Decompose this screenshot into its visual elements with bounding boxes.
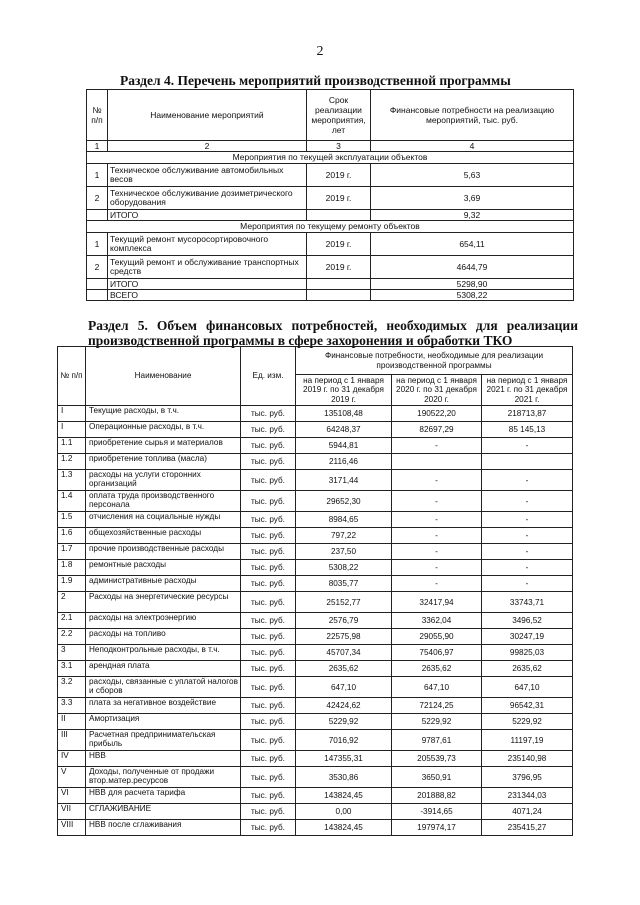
row-value-2020 xyxy=(392,454,482,470)
row-name: Расчетная предпринимательская прибыль xyxy=(86,730,241,751)
row-value-2021: - xyxy=(482,528,573,544)
row-value-2020: -3914,65 xyxy=(392,804,482,820)
section4-title: Раздел 4. Перечень мероприятий производственной программы xyxy=(120,73,511,88)
row-value-2021: 5229,92 xyxy=(482,714,573,730)
grand-total-row xyxy=(87,290,574,301)
table-row xyxy=(87,164,574,187)
row-value-2021: 30247,19 xyxy=(482,629,573,645)
row-num: 2.1 xyxy=(58,613,86,629)
header-unit: Ед. изм. xyxy=(241,347,296,406)
row-value-2020: - xyxy=(392,560,482,576)
row-num: 1.4 xyxy=(58,491,86,512)
row-name: Неподконтрольные расходы, в т.ч. xyxy=(86,645,241,661)
row-value-2021 xyxy=(482,454,573,470)
row-num: 3.2 xyxy=(58,677,86,698)
total-value: 5298,90 xyxy=(371,279,574,290)
row-value-2019: 147355,31 xyxy=(296,751,392,767)
table-row xyxy=(58,576,573,592)
table-row xyxy=(58,454,573,470)
section5-table-body xyxy=(58,406,573,836)
row-value-2021: - xyxy=(482,512,573,528)
table-row xyxy=(58,613,573,629)
row-num: 1.1 xyxy=(58,438,86,454)
row-value-2019: 237,50 xyxy=(296,544,392,560)
row-unit: тыс. руб. xyxy=(241,438,296,454)
table-row xyxy=(58,422,573,438)
table-row xyxy=(58,730,573,751)
row-name: расходы, связанные с уплатой налогов и сборов xyxy=(86,677,241,698)
page-number: 2 xyxy=(316,44,324,59)
row-num: I xyxy=(58,422,86,438)
row-name: плата за негативное воздействие xyxy=(86,698,241,714)
row-value-2021: 231344,03 xyxy=(482,788,573,804)
row-num: IV xyxy=(58,751,86,767)
table-row xyxy=(58,645,573,661)
row-term: 2019 г. xyxy=(307,164,371,187)
row-value-2021: 96542,31 xyxy=(482,698,573,714)
row-num: VIII xyxy=(58,820,86,836)
row-value-2019: 143824,45 xyxy=(296,788,392,804)
grand-total-value: 5308,22 xyxy=(371,290,574,301)
row-value-2019: 5229,92 xyxy=(296,714,392,730)
row-term: 2019 г. xyxy=(307,187,371,210)
row-value-2020: 2635,62 xyxy=(392,661,482,677)
row-value-2021: 85 145,13 xyxy=(482,422,573,438)
row-value-2019: 2576,79 xyxy=(296,613,392,629)
row-num: 3 xyxy=(58,645,86,661)
row-name: Амортизация xyxy=(86,714,241,730)
row-name: административные расходы xyxy=(86,576,241,592)
row-value-2020: - xyxy=(392,491,482,512)
header-period-2020: на период с 1 января 2020 г. по 31 декабря 2020 г. xyxy=(392,375,482,406)
row-value-2021: 218713,87 xyxy=(482,406,573,422)
row-value-2019: 2635,62 xyxy=(296,661,392,677)
row-value-2020: 190522,20 xyxy=(392,406,482,422)
row-unit: тыс. руб. xyxy=(241,544,296,560)
row-unit: тыс. руб. xyxy=(241,698,296,714)
row-num: III xyxy=(58,730,86,751)
row-unit: тыс. руб. xyxy=(241,714,296,730)
row-value-2020: 3362,04 xyxy=(392,613,482,629)
row-unit: тыс. руб. xyxy=(241,491,296,512)
row-name: НВВ для расчета тарифа xyxy=(86,788,241,804)
table-row xyxy=(58,820,573,836)
group-title: Мероприятия по текущей эксплуатации объектов xyxy=(87,152,574,164)
table-row xyxy=(58,629,573,645)
row-value-2020: 197974,17 xyxy=(392,820,482,836)
header-number-2: 2 xyxy=(108,141,307,152)
row-name: Текущие расходы, в т.ч. xyxy=(86,406,241,422)
row-value-2020: 5229,92 xyxy=(392,714,482,730)
row-value-2021: - xyxy=(482,576,573,592)
row-unit: тыс. руб. xyxy=(241,751,296,767)
row-value-2019: 7016,92 xyxy=(296,730,392,751)
header-finance: Финансовые потребности на реализацию мероприятий, тыс. руб. xyxy=(371,90,574,141)
table-row xyxy=(58,788,573,804)
row-name: арендная плата xyxy=(86,661,241,677)
table-row xyxy=(58,767,573,788)
table-row xyxy=(58,544,573,560)
row-num: 2 xyxy=(58,592,86,613)
row-value-2019: 45707,34 xyxy=(296,645,392,661)
row-name: Текущий ремонт мусоросортировочного комплекса xyxy=(108,233,307,256)
table-row xyxy=(58,592,573,613)
table-row xyxy=(58,751,573,767)
row-value-2019: 29652,30 xyxy=(296,491,392,512)
row-name: НВВ xyxy=(86,751,241,767)
header-name: Наименование xyxy=(86,347,241,406)
header-number-4: 4 xyxy=(371,141,574,152)
row-unit: тыс. руб. xyxy=(241,592,296,613)
table-row xyxy=(87,187,574,210)
row-num: V xyxy=(58,767,86,788)
row-unit: тыс. руб. xyxy=(241,576,296,592)
row-term: 2019 г. xyxy=(307,233,371,256)
table-row xyxy=(87,256,574,279)
total-value: 9,32 xyxy=(371,210,574,221)
row-value-2019: 8035,77 xyxy=(296,576,392,592)
section5-table xyxy=(57,346,573,836)
table-row xyxy=(58,714,573,730)
row-value-2019: 3171,44 xyxy=(296,470,392,491)
row-term: 2019 г. xyxy=(307,256,371,279)
row-unit: тыс. руб. xyxy=(241,406,296,422)
total-row xyxy=(87,210,574,221)
row-num: 1.3 xyxy=(58,470,86,491)
row-name: общехозяйственные расходы xyxy=(86,528,241,544)
row-value-2019: 8984,65 xyxy=(296,512,392,528)
total-row xyxy=(87,279,574,290)
row-value-2020: 32417,94 xyxy=(392,592,482,613)
row-num: 3.3 xyxy=(58,698,86,714)
row-value: 5,63 xyxy=(371,164,574,187)
row-value: 4644,79 xyxy=(371,256,574,279)
header-num: № п/п xyxy=(58,347,86,406)
row-unit: тыс. руб. xyxy=(241,560,296,576)
header-period-2019: на период с 1 января 2019 г. по 31 декабря 2019 г. xyxy=(296,375,392,406)
row-num: VII xyxy=(58,804,86,820)
total-label: ИТОГО xyxy=(108,279,307,290)
row-unit: тыс. руб. xyxy=(241,820,296,836)
row-value-2021: 4071,24 xyxy=(482,804,573,820)
row-num: 1.6 xyxy=(58,528,86,544)
row-name: Доходы, полученные от продажи втор.матер.ресурсов xyxy=(86,767,241,788)
row-value-2019: 2116,46 xyxy=(296,454,392,470)
row-unit: тыс. руб. xyxy=(241,613,296,629)
row-value: 654,11 xyxy=(371,233,574,256)
row-value-2020: 29055,90 xyxy=(392,629,482,645)
header-name: Наименование мероприятий xyxy=(108,90,307,141)
row-value-2021: 11197,19 xyxy=(482,730,573,751)
row-value-2020: - xyxy=(392,528,482,544)
row-value-2019: 22575,98 xyxy=(296,629,392,645)
header-number-3: 3 xyxy=(307,141,371,152)
header-period-2021: на период с 1 января 2021 г. по 31 декабря 2021 г. xyxy=(482,375,573,406)
table-row xyxy=(58,438,573,454)
row-unit: тыс. руб. xyxy=(241,528,296,544)
row-value: 3,69 xyxy=(371,187,574,210)
row-unit: тыс. руб. xyxy=(241,730,296,751)
row-value-2021: 3496,52 xyxy=(482,613,573,629)
row-name: Расходы на энергетические ресурсы xyxy=(86,592,241,613)
row-unit: тыс. руб. xyxy=(241,629,296,645)
table-row xyxy=(58,406,573,422)
row-unit: тыс. руб. xyxy=(241,512,296,528)
row-name: расходы на услуги сторонних организаций xyxy=(86,470,241,491)
group-title: Мероприятия по текущему ремонту объектов xyxy=(87,221,574,233)
table-row xyxy=(58,661,573,677)
row-value-2019: 64248,37 xyxy=(296,422,392,438)
row-value-2020: - xyxy=(392,438,482,454)
header-finance: Финансовые потребности, необходимые для реализации производственной программы xyxy=(296,347,573,375)
row-value-2019: 5944,81 xyxy=(296,438,392,454)
row-name: ремонтные расходы xyxy=(86,560,241,576)
row-unit: тыс. руб. xyxy=(241,470,296,491)
row-value-2020: 3650,91 xyxy=(392,767,482,788)
row-value-2021: - xyxy=(482,544,573,560)
row-num: VI xyxy=(58,788,86,804)
row-value-2021: - xyxy=(482,491,573,512)
grand-total-label: ВСЕГО xyxy=(108,290,307,301)
row-unit: тыс. руб. xyxy=(241,788,296,804)
row-name: Техническое обслуживание дозиметрического оборудования xyxy=(108,187,307,210)
row-num: 2 xyxy=(87,256,108,279)
row-value-2019: 3530,86 xyxy=(296,767,392,788)
row-value-2020: 72124,25 xyxy=(392,698,482,714)
row-value-2019: 143824,45 xyxy=(296,820,392,836)
row-value-2021: 2635,62 xyxy=(482,661,573,677)
row-num: 1 xyxy=(87,233,108,256)
row-value-2019: 42424,62 xyxy=(296,698,392,714)
row-unit: тыс. руб. xyxy=(241,804,296,820)
row-value-2021: - xyxy=(482,438,573,454)
section5-title: Раздел 5. Объем финансовых потребностей, необходимых для реализации производственной программы в сфере захоронения и обработки ТКО xyxy=(88,318,578,348)
row-unit: тыс. руб. xyxy=(241,454,296,470)
row-name: приобретение топлива (масла) xyxy=(86,454,241,470)
row-value-2019: 135108,48 xyxy=(296,406,392,422)
header-term: Срок реализации мероприятия, лет xyxy=(307,90,371,141)
header-num: № п/п xyxy=(87,90,108,141)
row-value-2021: 33743,71 xyxy=(482,592,573,613)
row-num: 1.2 xyxy=(58,454,86,470)
row-num: I xyxy=(58,406,86,422)
row-value-2020: - xyxy=(392,512,482,528)
row-name: Техническое обслуживание автомобильных весов xyxy=(108,164,307,187)
row-value-2021: 235140,98 xyxy=(482,751,573,767)
row-value-2020: 75406,97 xyxy=(392,645,482,661)
table-row xyxy=(58,470,573,491)
header-number-1: 1 xyxy=(87,141,108,152)
row-num: 1.8 xyxy=(58,560,86,576)
row-name: приобретение сырья и материалов xyxy=(86,438,241,454)
table-row xyxy=(58,491,573,512)
row-value-2020: 205539,73 xyxy=(392,751,482,767)
row-value-2020: - xyxy=(392,544,482,560)
row-name: Текущий ремонт и обслуживание транспортных средств xyxy=(108,256,307,279)
row-name: расходы на топливо xyxy=(86,629,241,645)
row-unit: тыс. руб. xyxy=(241,677,296,698)
row-num: 2 xyxy=(87,187,108,210)
row-value-2020: - xyxy=(392,470,482,491)
row-num: 1 xyxy=(87,164,108,187)
row-value-2020: 82697,29 xyxy=(392,422,482,438)
row-name: НВВ после сглаживания xyxy=(86,820,241,836)
row-value-2021: - xyxy=(482,560,573,576)
row-value-2020: 201888,82 xyxy=(392,788,482,804)
row-unit: тыс. руб. xyxy=(241,767,296,788)
row-value-2021: 99825,03 xyxy=(482,645,573,661)
row-value-2019: 647,10 xyxy=(296,677,392,698)
row-unit: тыс. руб. xyxy=(241,661,296,677)
row-name: прочие производственные расходы xyxy=(86,544,241,560)
row-value-2021: 3796,95 xyxy=(482,767,573,788)
row-num: 2.2 xyxy=(58,629,86,645)
row-unit: тыс. руб. xyxy=(241,422,296,438)
row-value-2019: 0,00 xyxy=(296,804,392,820)
row-value-2019: 797,22 xyxy=(296,528,392,544)
row-num: 1.9 xyxy=(58,576,86,592)
row-value-2020: 9787,61 xyxy=(392,730,482,751)
row-name: Операционные расходы, в т.ч. xyxy=(86,422,241,438)
row-name: СГЛАЖИВАНИЕ xyxy=(86,804,241,820)
table-row xyxy=(58,804,573,820)
row-num: 1.5 xyxy=(58,512,86,528)
row-value-2021: - xyxy=(482,470,573,491)
row-value-2021: 235415,27 xyxy=(482,820,573,836)
row-value-2020: - xyxy=(392,576,482,592)
row-value-2019: 5308,22 xyxy=(296,560,392,576)
table-row xyxy=(58,698,573,714)
total-label: ИТОГО xyxy=(108,210,307,221)
table-row xyxy=(87,233,574,256)
row-unit: тыс. руб. xyxy=(241,645,296,661)
section4-table xyxy=(86,89,574,301)
table-row xyxy=(58,512,573,528)
table-row xyxy=(58,528,573,544)
row-num: 3.1 xyxy=(58,661,86,677)
row-name: отчисления на социальные нужды xyxy=(86,512,241,528)
row-num: II xyxy=(58,714,86,730)
row-name: расходы на электроэнергию xyxy=(86,613,241,629)
table-row xyxy=(58,677,573,698)
row-value-2019: 25152,77 xyxy=(296,592,392,613)
table-row xyxy=(58,560,573,576)
row-value-2021: 647,10 xyxy=(482,677,573,698)
row-value-2020: 647,10 xyxy=(392,677,482,698)
row-name: оплата труда производственного персонала xyxy=(86,491,241,512)
row-num: 1.7 xyxy=(58,544,86,560)
